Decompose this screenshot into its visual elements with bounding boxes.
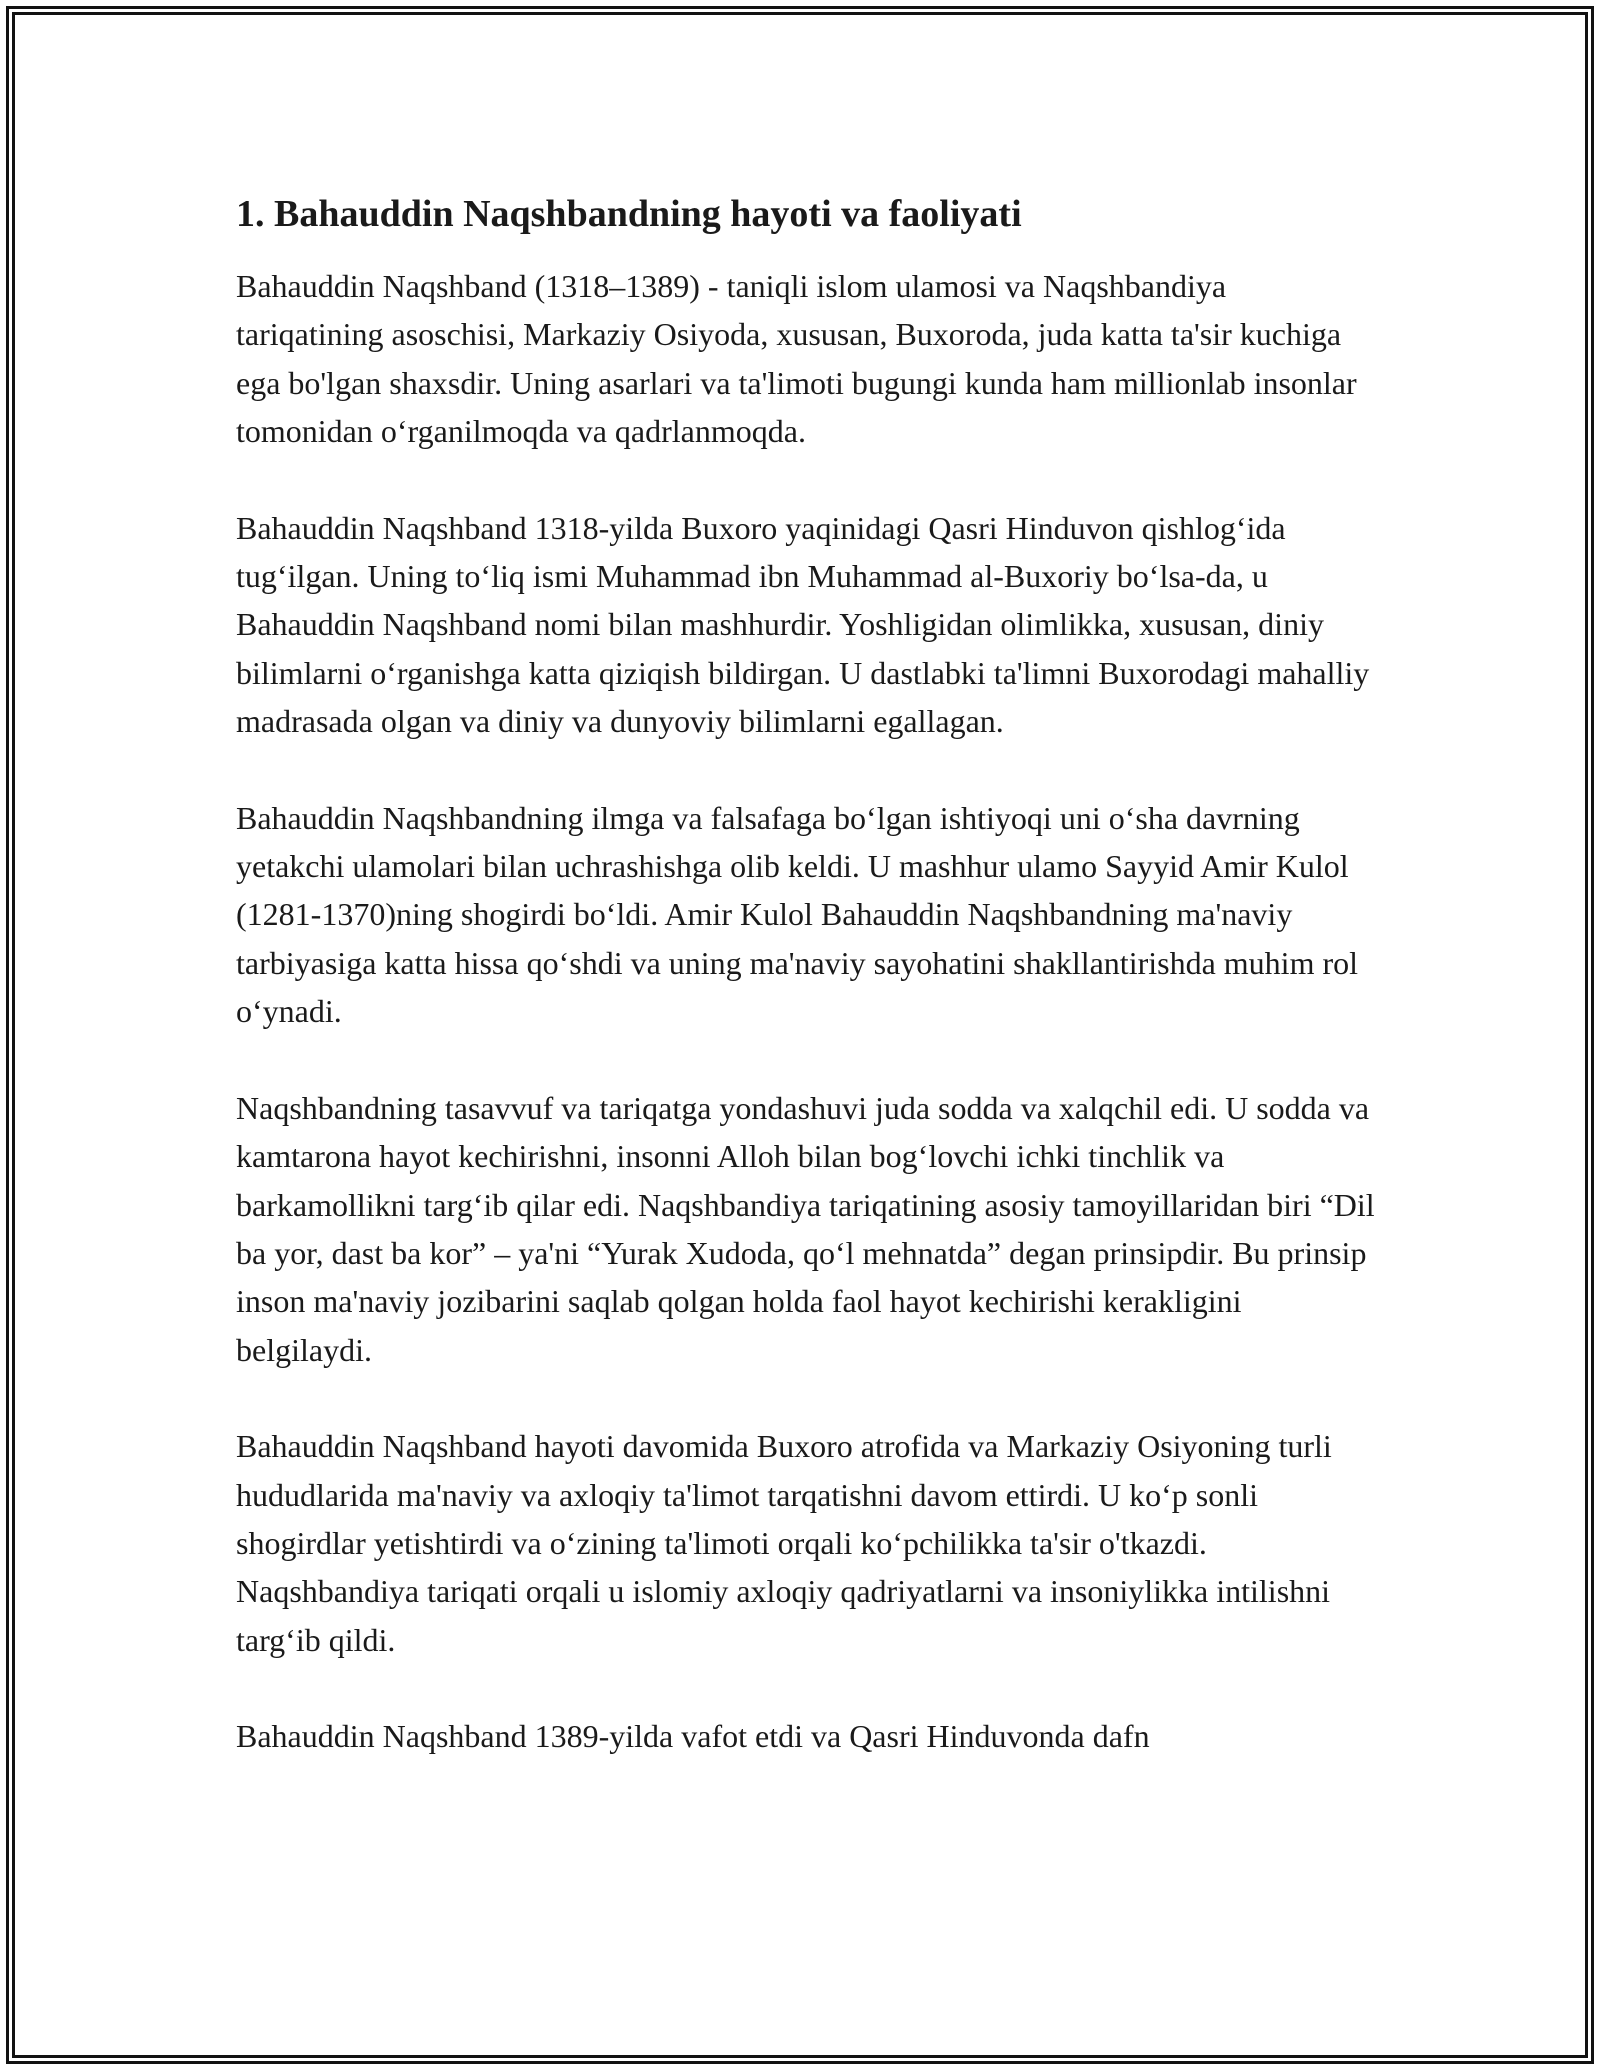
paragraph-4: Naqshbandning tasavvuf va tariqatga yondashuvi juda sodda va xalqchil edi. U sodda va kamtarona hayot kechirishni, insonni Alloh bilan bog‘lovchi ichki tinchlik va barkamollikni targ‘ib qilar edi. Naqshbandiya tariqatining asosiy tamoyillaridan biri “Dil ba yor, dast ba kor” – ya'ni “Yurak Xudoda, qo‘l mehnatda” degan prinsipdir. Bu prinsip inson ma'naviy jozibarini saqlab qolgan holda faol hayot kechirishi kerakligini belgilaydi. [236,1089,1375,1368]
page-title: 1. Bahauddin Naqshbandning hayoti va faoliyati [236,193,1022,235]
document-body [236,186,1376,1809]
paragraph-1: Bahauddin Naqshband (1318–1389) - taniqli islom ulamosi va Naqshbandiya tariqatining asoschisi, Markaziy Osiyoda, xususan, Buxoroda, juda katta ta'sir kuchiga ega bo'lgan shaxsdir. Uning asarlari va ta'limoti bugungi kunda ham millionlab insonlar tomonidan o‘rganilmoqda va qadrlanmoqda. [236,268,1357,450]
paragraph-3: Bahauddin Naqshbandning ilmga va falsafaga bo‘lgan ishtiyoqi uni o‘sha davrning yetakchi ulamolari bilan uchrashishga olib keldi. U mashhur ulamo Sayyid Amir Kulol (1281-1370)ning shogirdi bo‘ldi. Amir Kulol Bahauddin Naqshbandning ma'naviy tarbiyasiga katta hissa qo‘shdi va uning ma'naviy sayohatini shakllantirishda muhim rol o‘ynadi. [236,799,1358,1030]
paragraph-5: Bahauddin Naqshband hayoti davomida Buxoro atrofida va Markaziy Osiyoning turli hududlarida ma'naviy va axloqiy ta'limot tarqatishni davom ettirdi. U ko‘p sonli shogirdlar yetishtirdi va o‘zining ta'limoti orqali ko‘pchilikka ta'sir o'tkazdi. Naqshbandiya tariqati orqali u islomiy axloqiy qadriyatlarni va insoniylikka intilishni targ‘ib qildi. [236,1428,1332,1658]
paragraph-6: Bahauddin Naqshband 1389-yilda vafot etdi va Qasri Hinduvonda dafn [236,1718,1150,1755]
paragraph-2: Bahauddin Naqshband 1318-yilda Buxoro yaqinidagi Qasri Hinduvon qishlog‘ida tug‘ilgan. Uning to‘liq ismi Muhammad ibn Muhammad al-Buxoriy bo‘lsa-da, u Bahauddin Naqshband nomi bilan mashhurdir. Yoshligidan olimlikka, xususan, diniy bilimlarni o‘rganishga katta qiziqish bildirgan. U dastlabki ta'limni Buxorodagi mahalliy madrasada olgan va diniy va dunyoviy bilimlarni egallagan. [236,509,1370,740]
